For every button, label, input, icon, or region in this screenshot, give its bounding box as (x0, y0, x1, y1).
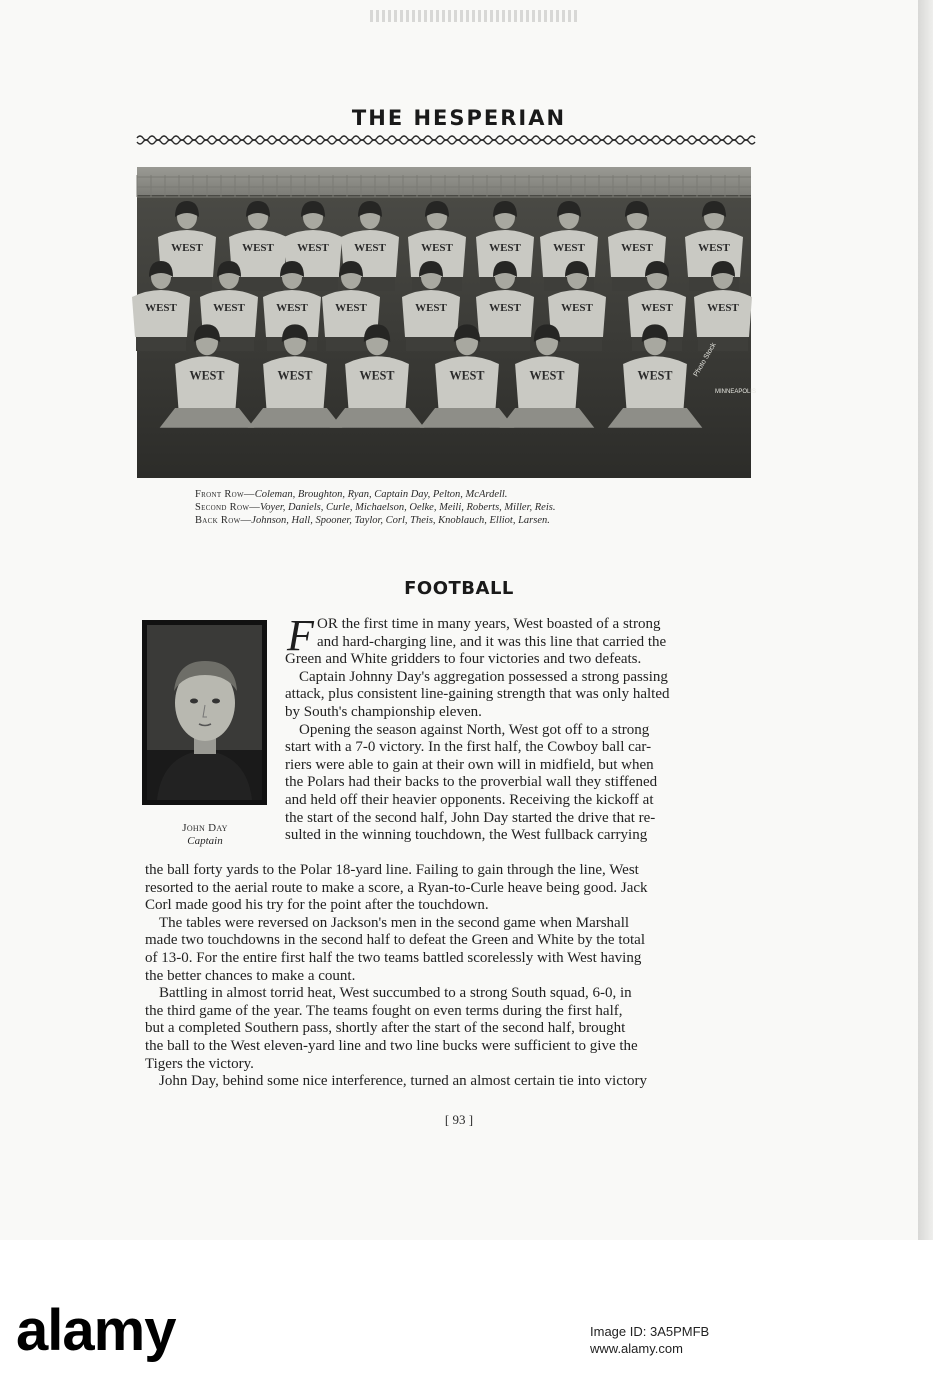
article-line: the start of the second half, John Day started the drive that re- (285, 809, 656, 826)
portrait-caption: John Day Captain (182, 822, 228, 847)
article-narrow-column (285, 611, 670, 845)
captain-portrait (142, 620, 267, 805)
watermark-logo: alamy (16, 1298, 176, 1363)
article-wide-column (145, 862, 648, 1091)
article-line: riers were able to gain at their own will in midfield, but when (285, 756, 654, 773)
svg-text:WEST: WEST (561, 302, 593, 314)
article-line: sulted in the winning touchdown, the West fullback carrying (285, 827, 648, 844)
decorative-wave-rule (137, 130, 751, 148)
svg-text:WEST: WEST (171, 242, 203, 254)
svg-text:WEST: WEST (277, 368, 313, 383)
article-line: the better chances to make a count. (145, 967, 356, 984)
svg-text:WEST: WEST (553, 242, 585, 254)
svg-text:WEST: WEST (637, 368, 673, 383)
watermark-image-id: Image ID: 3A5PMFB (590, 1324, 710, 1339)
svg-text:WEST: WEST (415, 302, 447, 314)
article-line: and hard-charging line, and it was this line that carried the (317, 633, 667, 650)
article-line: Corl made good his try for the point after the touchdown. (145, 897, 489, 914)
studio-mark: Photo Stock (692, 341, 718, 378)
svg-text:WEST: WEST (707, 302, 739, 314)
svg-text:WEST: WEST (145, 302, 177, 314)
photo-caption (195, 488, 715, 527)
studio-mark-city: MINNEAPOLIS (715, 389, 757, 395)
caption-second-row: Second Row—Voyer, Daniels, Curle, Michaelson, Oelke, Meili, Roberts, Miller, Reis. (195, 502, 556, 513)
page-header-title: THE HESPERIAN (351, 106, 567, 130)
page-edge-shadow (918, 0, 933, 1240)
article-line: The tables were reversed on Jackson's men in the second game when Marshall (159, 914, 630, 931)
article-line: Green and White gridders to four victories and two defeats. (285, 651, 642, 668)
svg-text:WEST: WEST (449, 368, 485, 383)
drop-cap: F (287, 611, 314, 660)
portrait-illustration (147, 625, 262, 800)
svg-text:WEST: WEST (213, 302, 245, 314)
article-line: Captain Johnny Day's aggregation possessed a strong passing (299, 668, 668, 685)
article-line: attack, plus consistent line-gaining strength that was only halted (285, 686, 670, 703)
caption-front-row: Front Row—Coleman, Broughton, Ryan, Captain Day, Pelton, McArdell. (195, 489, 508, 500)
bleed-through-mark (370, 10, 580, 22)
page-number: [ 93 ] (444, 1112, 474, 1127)
article-line: start with a 7-0 victory. In the first half, the Cowboy ball car- (285, 739, 652, 756)
article-line: made two touchdowns in the second half to defeat the Green and White by the total (145, 932, 645, 949)
article-line: the ball to the West eleven-yard line and two line bucks were sufficient to give the (145, 1037, 638, 1054)
svg-text:WEST: WEST (489, 302, 521, 314)
article-line: Tigers the victory. (145, 1055, 254, 1072)
article-line: of 13-0. For the entire first half the two teams battled scorelessly with West having (145, 949, 642, 966)
svg-text:WEST: WEST (698, 242, 730, 254)
svg-text:WEST: WEST (359, 368, 395, 383)
article-line: resorted to the aerial route to make a score, a Ryan-to-Curle heave being good. Jack (145, 879, 648, 896)
article-line: the Polars had their backs to the proverbial wall they stiffened (285, 774, 658, 791)
article-line: Opening the season against North, West got off to a strong (299, 721, 650, 738)
svg-text:WEST: WEST (641, 302, 673, 314)
svg-text:WEST: WEST (621, 242, 653, 254)
svg-text:WEST: WEST (242, 242, 274, 254)
watermark-meta (590, 1323, 900, 1357)
svg-text:WEST: WEST (276, 302, 308, 314)
article-line: Battling in almost torrid heat, West succumbed to a strong South squad, 6-0, in (159, 985, 632, 1002)
svg-text:WEST: WEST (489, 242, 521, 254)
svg-text:WEST: WEST (421, 242, 453, 254)
svg-text:WEST: WEST (297, 242, 329, 254)
article-line: OR the first time in many years, West boasted of a strong (317, 616, 661, 632)
svg-text:WEST: WEST (335, 302, 367, 314)
watermark-url: www.alamy.com (590, 1341, 683, 1356)
article-line: the third game of the year. The teams fought on even terms during the first half, (145, 1002, 623, 1019)
team-photo-illustration (137, 167, 757, 478)
article-line: John Day, behind some nice interference, turned an almost certain tie into victory (159, 1073, 648, 1090)
article-line: the ball forty yards to the Polar 18-yard line. Failing to gain through the line, West (145, 862, 639, 878)
team-photo (137, 167, 757, 478)
section-title: FOOTBALL (404, 578, 514, 599)
svg-text:WEST: WEST (189, 368, 225, 383)
article-line: by South's championship eleven. (285, 703, 482, 720)
article-line: but a completed Southern pass, shortly after the start of the second half, brought (145, 1020, 626, 1037)
caption-back-row: Back Row—Johnson, Hall, Spooner, Taylor, Corl, Theis, Knoblauch, Elliot, Larsen. (195, 515, 550, 526)
svg-text:WEST: WEST (354, 242, 386, 254)
svg-text:WEST: WEST (529, 368, 565, 383)
article-line: and held off their heavier opponents. Receiving the kickoff at (285, 791, 654, 808)
